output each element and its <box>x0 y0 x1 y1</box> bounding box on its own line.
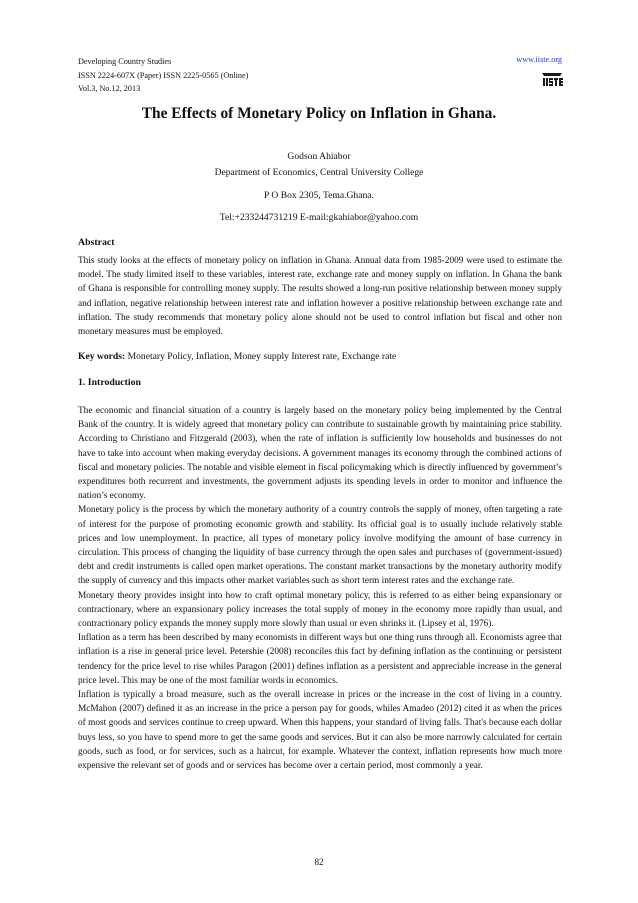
abstract-text: This study looks at the effects of monetary policy on inflation in Ghana. Annual data from 1985-2009 were used to estimate the model. The study limited itself to these variables, interest rate, exchange rate and money supply on inflation. In Ghana the bank of Ghana is responsible for controlling money supply. The results showed a long-run positive relationship between money supply and inflation, negative relationship between interest rate and inflation however a positive relationship between exchange rate and inflation. The study recommends that monetary policy alone should not be used to control inflation but fiscal and other non monetary measures must be employed. <box>78 256 562 338</box>
journal-volume: Vol.3, No.12, 2013 <box>78 84 141 93</box>
keywords-line <box>78 351 396 362</box>
journal-issn: ISSN 2224-607X (Paper) ISSN 2225-0565 (Online) <box>78 70 249 80</box>
intro-paragraph-1: The economic and financial situation of a country is largely based on the monetary policy being implemented by the Central Bank of the country. It is widely agreed that monetary policy can contribute to sustainable growth by maintaining price stability. According to Christiano and Fitzgerald (2003), when the rate of inflation is sufficiently low households and businesses do not have to take into account when making everyday decisions. A government manages its economy through the combined actions of fiscal and monetary policies. The notable and visible element in fiscal policymaking which is directly influenced by government’s expenditures both recurrent and investments, the government adjusts its spending levels in order to monitor and influence the nation’s economy. <box>78 406 562 502</box>
intro-paragraph-3: Monetary theory provides insight into how to craft optimal monetary policy, this is referred to as either being expansionary or contractionary, where an expansionary policy increases the total supply of money in the economy more rapidly than usual, and contractionary policy expands the money supply more slowly than usual or even shrinks it. (Lipsey et al, 1976). <box>78 590 562 630</box>
author-contact: Tel:+233244731219 E-mail:gkahiabor@yahoo.com <box>219 212 419 223</box>
abstract-body <box>78 254 562 339</box>
keywords-label: Key words: <box>78 351 126 362</box>
iiste-logo <box>540 70 564 88</box>
intro-paragraph-5: Inflation is typically a broad measure, such as the overall increase in prices or the increase in the cost of living in a country. McMahon (2007) defined it as an increase in the price a person pay for goods, whiles Amadeo (2012) cited it as when the prices of most goods and services continue to creep upward. When this happens, your standard of living falls. That's because each dollar buys less, so you have to spend more to get the same goods and services. But it can also be more narrowly calculated for certain goods, such as food, or for services, such as a haircut, for example. Whatever the context, inflation represents how much more expensive the relevant set of goods and or services has become over a certain period, most commonly a year. <box>78 690 562 772</box>
author-department: Department of Economics, Central University College <box>214 167 424 178</box>
intro-paragraph-4: Inflation as a term has been described by many economists in different ways but one thing runs through all. Economists agree that inflation is a rise in general price level. Petershie (2008) reconciles this fact by defining inflation as the continuing or persistent tendency for the price level to rise whiles Paragon (2001) defines inflation as a persistent and appreciable increase in the general price level. This may be one of the most familiar words in economics. <box>78 633 562 686</box>
abstract-heading: Abstract <box>78 237 115 248</box>
introduction-body <box>78 404 562 773</box>
journal-header <box>78 55 248 96</box>
author-name: Godson Ahiabor <box>287 151 351 162</box>
author-address: P O Box 2305, Tema.Ghana. <box>264 190 374 201</box>
journal-website-link[interactable]: www.iiste.org <box>516 55 562 64</box>
journal-website-block <box>516 55 562 64</box>
introduction-heading: 1. Introduction <box>78 377 141 388</box>
paper-title: The Effects of Monetary Policy on Inflation in Ghana. <box>141 105 497 122</box>
page-number: 82 <box>314 857 324 867</box>
intro-paragraph-2: Monetary policy is the process by which the monetary authority of a country controls the supply of money, often targeting a rate of interest for the purpose of promoting economic growth and stability. Its official goal is to usually include relatively stable prices and low unemployment. In practice, all types of monetary policy involve modifying the amount of base currency in circulation. This process of changing the liquidity of base currency through the open sales and purchases of (government-issued) debt and credit instruments is called open market operations. The constant market transactions by the monetary authority modify the supply of currency and this impacts other market variables such as short term interest rates and the exchange rate. <box>78 505 562 587</box>
keywords-text: Monetary Policy, Inflation, Money supply Interest rate, Exchange rate <box>125 351 397 362</box>
journal-name: Developing Country Studies <box>78 57 172 66</box>
